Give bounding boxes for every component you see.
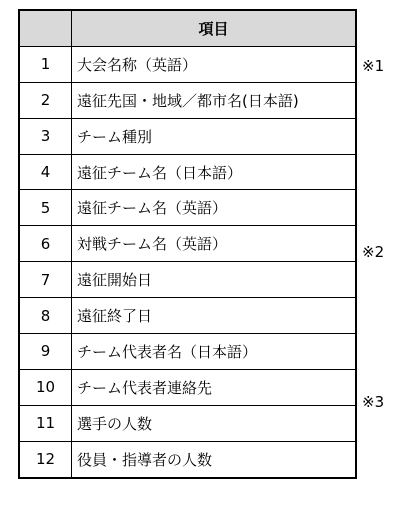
- table-row: [19, 334, 356, 370]
- row-item: 遠征チーム名（日本語）: [72, 154, 357, 190]
- row-item: チーム代表者連絡先: [72, 369, 357, 405]
- row-number: 5: [19, 190, 72, 226]
- row-item: 遠征開始日: [72, 262, 357, 298]
- row-number: 2: [19, 82, 72, 118]
- footnote-marker: ※2: [362, 243, 385, 261]
- row-number: 12: [19, 441, 72, 477]
- row-item: 遠征チーム名（英語）: [72, 190, 357, 226]
- table-row: [19, 298, 356, 334]
- row-item: 対戦チーム名（英語）: [72, 226, 357, 262]
- table-row: [19, 190, 356, 226]
- row-number: 4: [19, 154, 72, 190]
- row-number: 11: [19, 405, 72, 441]
- row-number: 1: [19, 46, 72, 82]
- footnote-marker: ※3: [362, 393, 385, 411]
- table-row: [19, 46, 356, 82]
- row-number: 9: [19, 334, 72, 370]
- table-row: [19, 118, 356, 154]
- header-item-cell: 項目: [72, 10, 357, 46]
- row-number: 6: [19, 226, 72, 262]
- table-row: [19, 262, 356, 298]
- table-row: [19, 82, 356, 118]
- row-item: 遠征先国・地域／都市名(日本語): [72, 82, 357, 118]
- row-item: チーム種別: [72, 118, 357, 154]
- row-item: チーム代表者名（日本語）: [72, 334, 357, 370]
- footnote-marker: ※1: [362, 57, 385, 75]
- row-number: 10: [19, 369, 72, 405]
- row-number: 7: [19, 262, 72, 298]
- row-item: 大会名称（英語）: [72, 46, 357, 82]
- table-row: [19, 369, 356, 405]
- table-row: [19, 405, 356, 441]
- table-row: [19, 154, 356, 190]
- table-row: [19, 441, 356, 477]
- row-item: 選手の人数: [72, 405, 357, 441]
- row-item: 役員・指導者の人数: [72, 441, 357, 477]
- header-no-cell: [19, 10, 72, 46]
- table-row: [19, 226, 356, 262]
- row-number: 8: [19, 298, 72, 334]
- table-header-row: [19, 10, 356, 46]
- row-item: 遠征終了日: [72, 298, 357, 334]
- items-table: [18, 9, 357, 479]
- row-number: 3: [19, 118, 72, 154]
